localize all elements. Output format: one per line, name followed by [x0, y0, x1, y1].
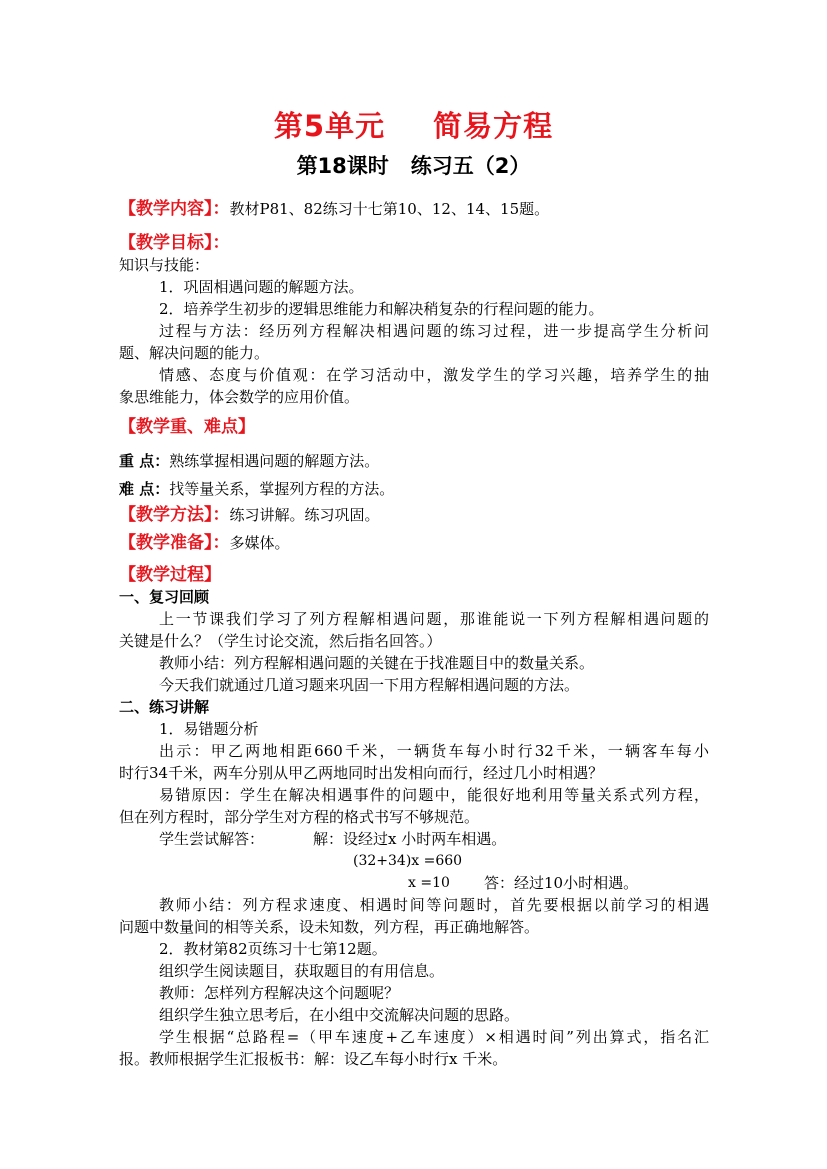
key-point-label: 重 点：	[119, 452, 170, 470]
goals-heading	[119, 232, 709, 254]
problem-line: 时行34千米，两车分别从甲乙两地同时出发相向而行，经过几小时相遇？	[119, 764, 604, 782]
practice-heading: 二、练习讲解	[119, 698, 210, 716]
organize-discussion: 组织学生独立思考后，在小组中交流解决问题的思路。	[159, 1006, 520, 1024]
lesson-name: 练习五（2）	[410, 154, 531, 178]
answer-line: 答：经过10小时相遇。	[484, 874, 639, 892]
method-text: 练习讲解。练习巩固。	[229, 506, 380, 524]
lesson-number: 第18课时	[296, 154, 389, 178]
student-try-solution: 解：设经过x 小时两车相遇。	[313, 830, 507, 848]
hard-point-label: 难 点：	[119, 480, 170, 498]
key-points-label: 【教学重、难点】	[119, 417, 255, 437]
process-heading	[119, 564, 709, 586]
equation-line: (32+34)x =660	[353, 853, 463, 869]
error-reason-line: 易错原因：学生在解决相遇事件的问题中，能很好地利用等量关系式列方程，	[159, 786, 709, 804]
content-row	[119, 198, 709, 220]
review-heading: 一、复习回顾	[119, 588, 210, 606]
unit-number: 第5单元	[273, 109, 386, 143]
preparation-label: 【教学准备】：	[119, 533, 230, 553]
goals-intro: 知识与技能：	[119, 256, 210, 274]
key-point-row	[119, 450, 709, 472]
practice-item-1: 1．易错题分析	[159, 720, 259, 738]
practice-item-2: 2．教材第82页练习十七第12题。	[159, 940, 387, 958]
student-try-label: 学生尝试解答：	[159, 830, 265, 848]
student-report-line: 学生根据“总路程=（甲车速度+乙车速度）×相遇时间”列出算式，指名汇	[159, 1028, 709, 1046]
error-reason-line: 但在列方程时，部分学生对方程的格式书写不够规范。	[119, 808, 480, 826]
goal-emotion-line: 象思维能力，体会数学的应用价值。	[119, 388, 360, 406]
key-point-text: 熟练掌握相遇问题的解题方法。	[169, 452, 380, 470]
preparation-row	[119, 532, 709, 554]
goal-process-line: 题、解决问题的能力。	[119, 344, 270, 362]
unit-name: 简易方程	[433, 109, 554, 143]
review-paragraph-line: 上一节课我们学习了列方程解相遇问题，那谁能说一下列方程解相遇问题的	[159, 610, 709, 628]
teacher-summary-line: 问题中数量间的相等关系，设未知数，列方程，再正确地解答。	[119, 918, 540, 936]
goals-label: 【教学目标】：	[119, 233, 230, 253]
method-label: 【教学方法】：	[119, 505, 230, 525]
review-transition: 今天我们就通过几道习题来巩固一下用方程解相遇问题的方法。	[159, 676, 580, 694]
student-report-line: 报。教师根据学生汇报板书：解：设乙车每小时行x 千米。	[119, 1050, 508, 1068]
goal-emotion-line: 情感、态度与价值观：在学习活动中，激发学生的学习兴趣，培养学生的抽	[159, 366, 709, 384]
teacher-question: 教师：怎样列方程解决这个问题呢？	[159, 984, 400, 1002]
key-points-heading	[119, 416, 709, 438]
content-label: 【教学内容】：	[119, 199, 230, 219]
goal-item: 2．培养学生初步的逻辑思维能力和解决稍复杂的行程问题的能力。	[159, 300, 604, 318]
result-line: x =10	[408, 875, 450, 891]
goal-process-line: 过程与方法：经历列方程解决相遇问题的练习过程，进一步提高学生分析问	[159, 322, 709, 340]
review-summary: 教师小结：列方程解相遇问题的关键在于找准题目中的数量关系。	[159, 654, 595, 672]
hard-point-text: 找等量关系，掌握列方程的方法。	[169, 480, 395, 498]
teacher-summary-line: 教师小结：列方程求速度、相遇时间等问题时，首先要根据以前学习的相遇	[159, 896, 709, 914]
process-label: 【教学过程】	[119, 565, 221, 585]
unit-title	[0, 104, 827, 145]
method-row	[119, 504, 709, 526]
goal-item: 1．巩固相遇问题的解题方法。	[159, 278, 364, 296]
problem-line: 出示：甲乙两地相距660千米，一辆货车每小时行32千米，一辆客车每小	[159, 742, 709, 760]
preparation-text: 多媒体。	[229, 534, 290, 552]
review-paragraph-line: 关键是什么？（学生讨论交流，然后指名回答。）	[119, 632, 442, 650]
lesson-title	[0, 150, 827, 180]
hard-point-row	[119, 478, 709, 500]
content-text: 教材P81、82练习十七第10、12、14、15题。	[229, 200, 550, 218]
organize-reading: 组织学生阅读题目，获取题目的有用信息。	[159, 962, 445, 980]
